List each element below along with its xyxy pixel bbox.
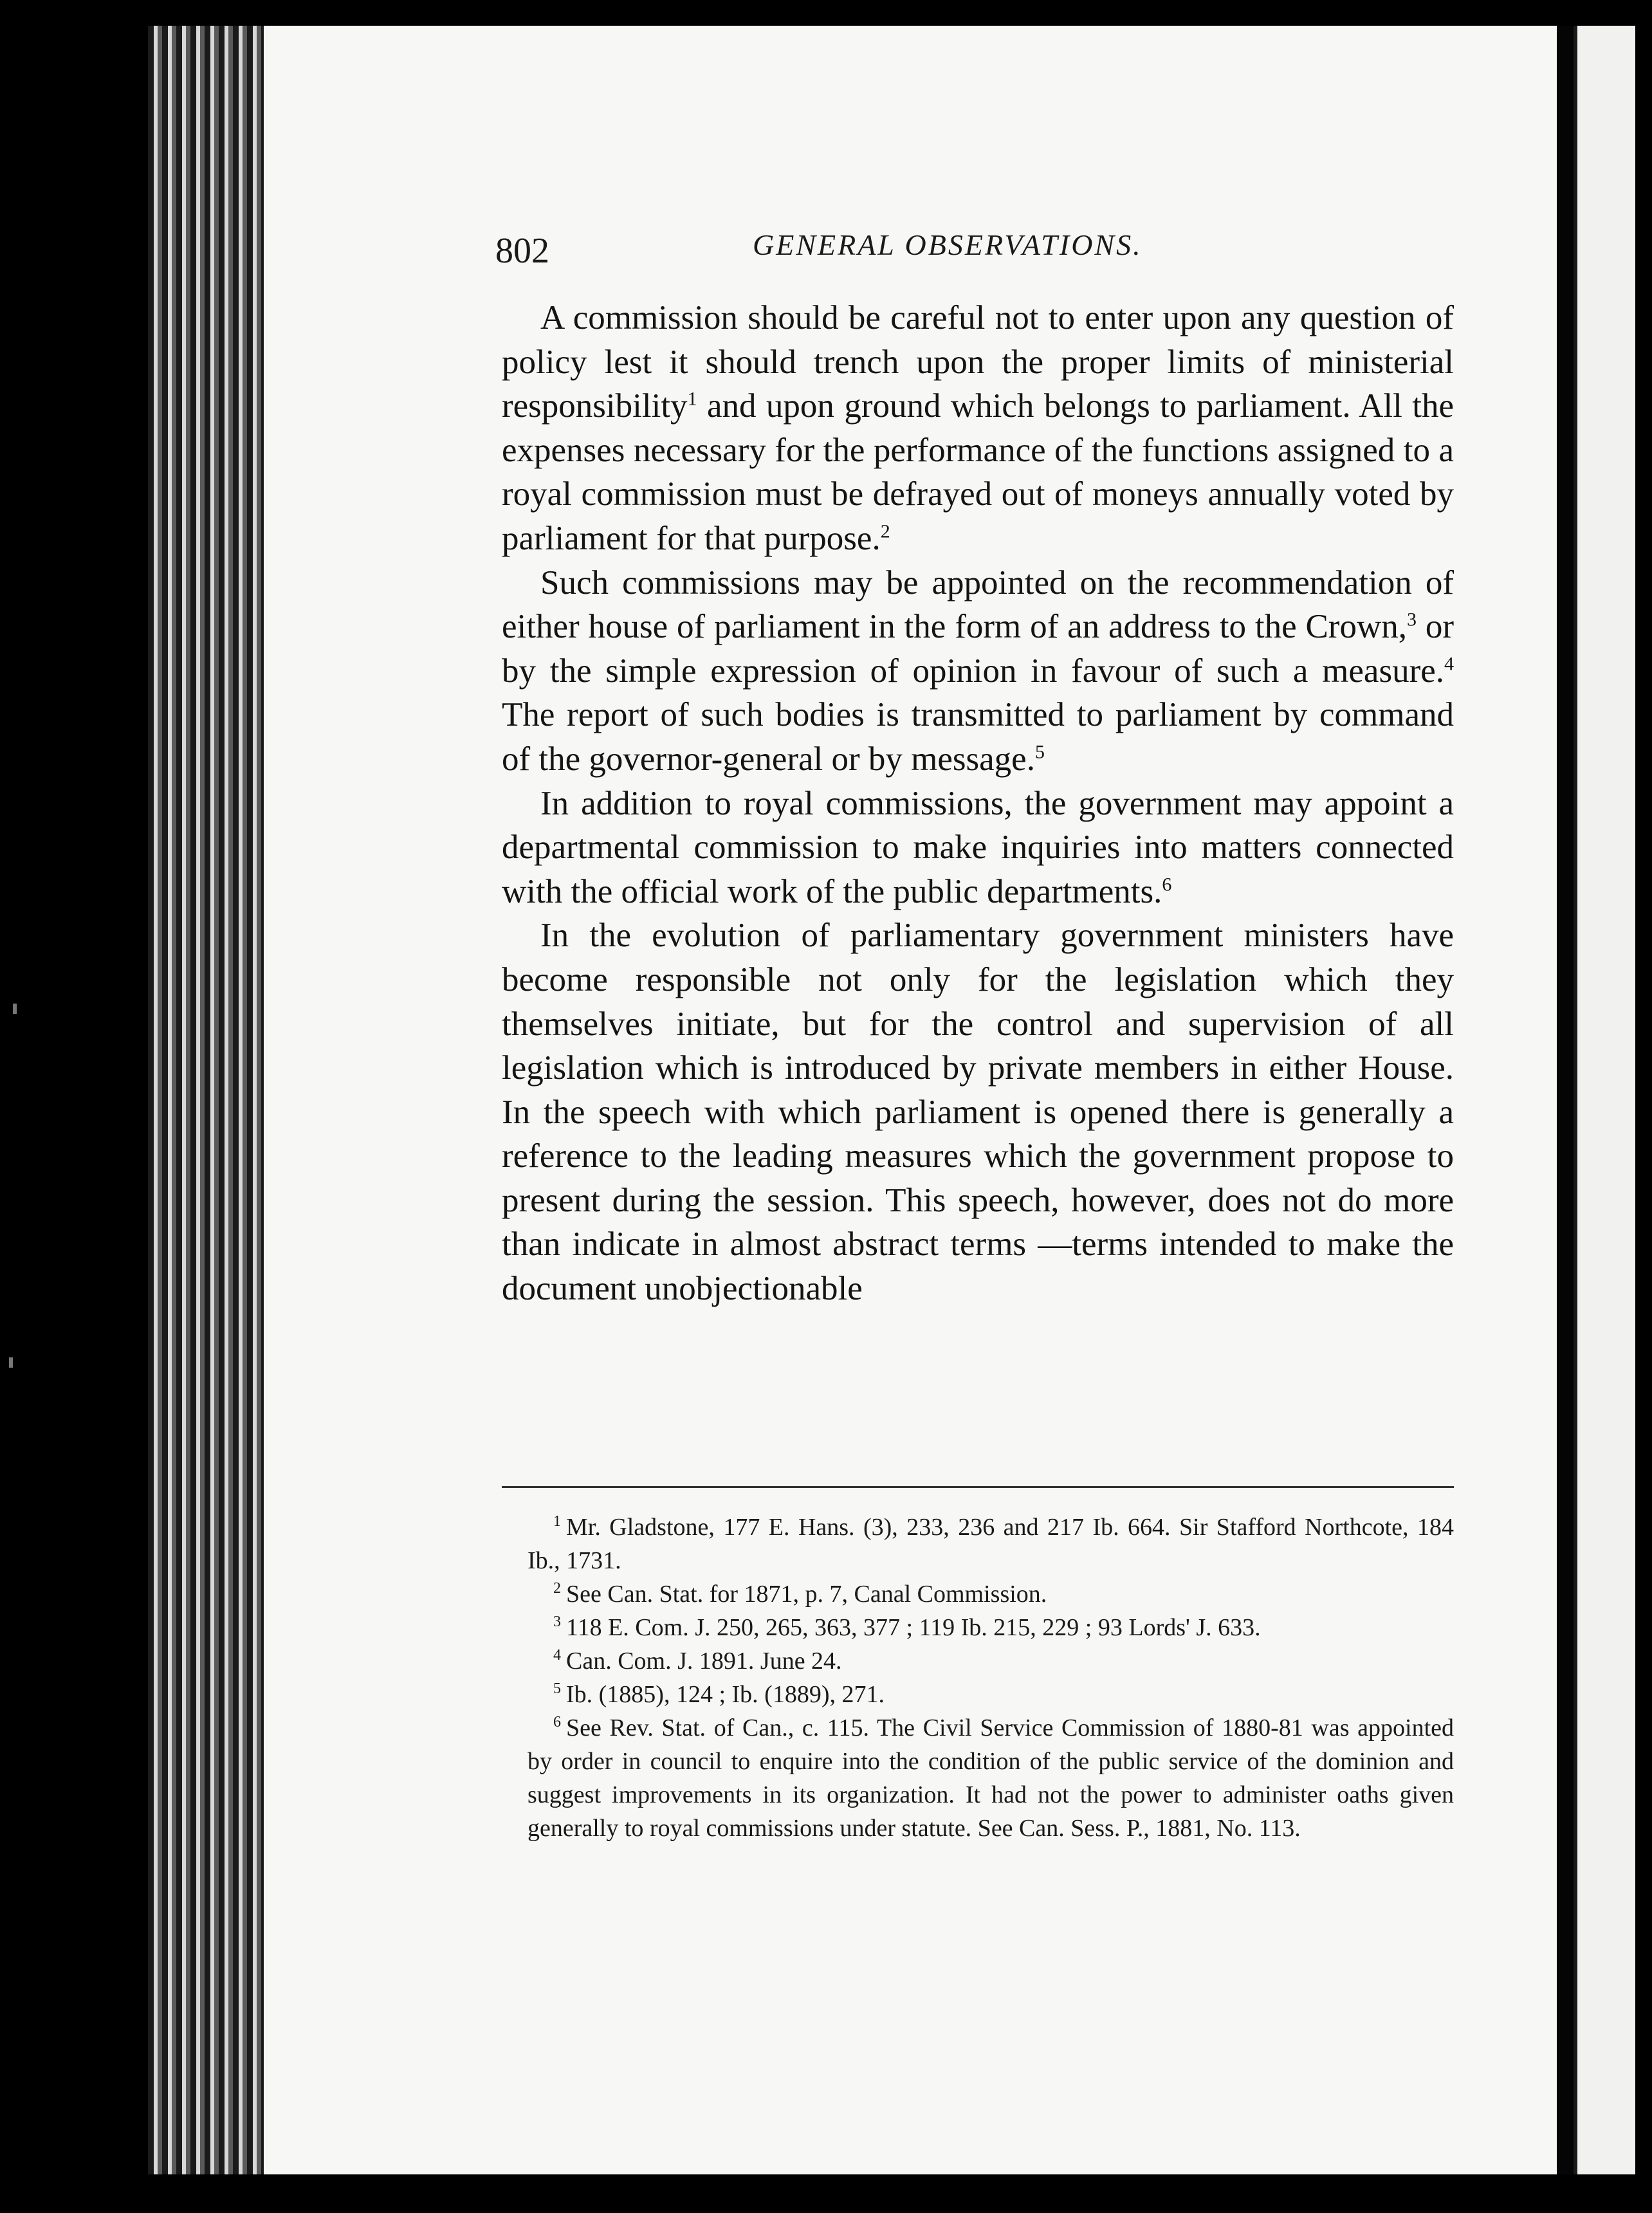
- page-edges: [148, 26, 270, 2174]
- scan-mark: [13, 1004, 17, 1014]
- footnote-ref: 2: [880, 520, 890, 542]
- paragraph-3: In addition to royal commissions, the government may appoint a departmental commission to make inquiries into matters connected with the official work of the public departments.$^6$: [502, 784, 1454, 910]
- footnote-ref: 5: [1034, 741, 1045, 763]
- gutter-shadow: [1557, 26, 1574, 2174]
- footnote-4: $^4$ Can. Com. J. 1891. June 24.: [553, 1647, 842, 1675]
- body-text: [502, 296, 1454, 1311]
- page-header: [495, 225, 1435, 277]
- footnote-6: $^6$ See Rev. Stat. of Can., c. 115. The Civil Service Commission of 1880-81 was appointed by order in council to enquire into the condition of the public service of the dominion and suggest improvements in its organization. It had not the power to administer oaths given generally to royal commissions under statute. See Can. Sess. P., 1881, No. 113.: [528, 1714, 1454, 1842]
- footnote-ref: 6: [1162, 874, 1172, 895]
- footnote-3: $^3$ 118 E. Com. J. 250, 265, 363, 377 ; 119 Ib. 215, 229 ; 93 Lords' J. 633.: [553, 1613, 1261, 1641]
- facing-page-edge: [1574, 26, 1635, 2174]
- footnote-ref: 1: [687, 388, 697, 410]
- paragraph-4: In the evolution of parliamentary government ministers have become responsible not only for the legislation which they themselves initiate, but for the control and supervision of all legislation which is introduced by private members in either House. In the speech with which parliament is opened there is generally a reference to the leading measures which the government propose to present during the session. This speech, however, does not do more than indicate in almost abstract terms —terms intended to make the document unobjectionable: [502, 917, 1454, 1308]
- paragraph-1: A commission should be careful not to enter upon any question of policy lest it should trench upon the proper limits of ministerial responsibility$^1$ and upon ground which belongs to parliament. All the expenses necessary for the performance of the functions assigned to a royal commission must be defrayed out of moneys annually voted by parliament for that purpose.$^2$: [502, 299, 1454, 557]
- footnote-5: $^5$ Ib. (1885), 124 ; Ib. (1889), 271.: [553, 1680, 885, 1708]
- footnote-ref: 3: [1407, 609, 1417, 630]
- scan-mark: [9, 1357, 13, 1368]
- footnotes: [528, 1511, 1454, 1845]
- running-head: GENERAL OBSERVATIONS.: [753, 228, 1143, 261]
- footnote-rule: [502, 1486, 1454, 1488]
- page-number: 802: [495, 231, 549, 271]
- footnote-ref: 4: [1444, 653, 1454, 675]
- footnote-2: $^2$ See Can. Stat. for 1871, p. 7, Canal Commission.: [553, 1580, 1047, 1608]
- footnote-1: $^1$ Mr. Gladstone, 177 E. Hans. (3), 233, 236 and 217 Ib. 664. Sir Stafford Northcote, 184 Ib., 1731.: [528, 1513, 1454, 1574]
- paragraph-2: Such commissions may be appointed on the recommendation of either house of parliament in the form of an address to the Crown,$^3$ or by the simple expression of opinion in favour of such a measure.$^4$ The report of such bodies is transmitted to parliament by command of the governor-general or by message.$^5$: [502, 564, 1455, 778]
